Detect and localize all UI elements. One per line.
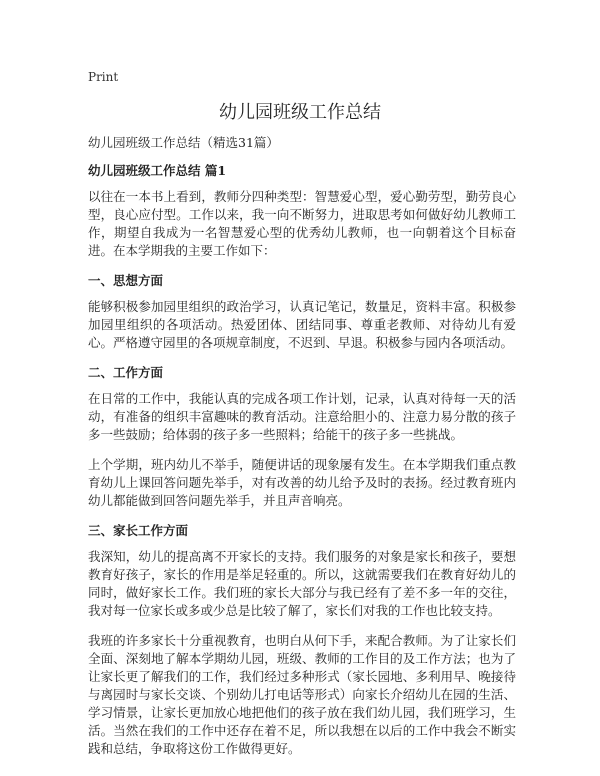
article-subtitle: 幼儿园班级工作总结（精选31篇） <box>88 135 279 150</box>
article-heading: 幼儿园班级工作总结 篇1 <box>88 163 227 178</box>
article-content <box>88 134 516 770</box>
print-link[interactable]: Print <box>88 70 119 84</box>
work-paragraph-2: 上个学期，班内幼儿不举手，随便讲话的现象屡有发生。在本学期我们重点教育幼儿上课回答问题先举手，对有改善的幼儿给予及时的表扬。经过教育班内幼儿都能做到回答问题先举手，并且声音响亮。 <box>88 457 516 508</box>
section-heading-parents: 三、家长工作方面 <box>88 523 189 538</box>
parents-paragraph-2: 我班的许多家长十分重视教育，也明白从何下手，来配合教师。为了让家长们全面、深刻地了解本学期幼儿园，班级、教师的工作目的及工作方法；也为了让家长更了解我们的工作，我们经过多种形式（家长园地、多利用早、晚接待与离园时与家长交谈、个别幼儿打电话等形式）向家长介绍幼儿在园的生活、学习情景，让家长更加放心地把他们的孩子放在我们幼儿园，我们班学习，生活。当然在我们的工作中还存在着不足，所以我想在以后的工作中我会不断实践和总结，争取将这份工作做得更好。 <box>88 633 516 756</box>
page-title: 幼儿园班级工作总结 <box>219 102 381 123</box>
section-heading-thought: 一、思想方面 <box>88 273 164 288</box>
intro-paragraph: 以往在一本书上看到，教师分四种类型：智慧爱心型，爱心勤劳型，勤劳良心型，良心应付型。工作以来，我一向不断努力，进取思考如何做好幼儿教师工作，期望自我成为一名智慧爱心型的优秀幼儿教师，也一向朝着这个目标奋进。在本学期我的主要工作如下： <box>88 189 516 258</box>
parents-paragraph-1: 我深知，幼儿的提高离不开家长的支持。我们服务的对象是家长和孩子，要想教育好孩子，家长的作用是举足轻重的。所以，这就需要我们在教育好幼儿的同时，做好家长工作。我们班的家长大部分与我已经有了差不多一年的交往，我对每一位家长或多或少总是比较了解了，家长们对我的工作也比较支持。 <box>88 549 516 618</box>
work-paragraph-1: 在日常的工作中，我能认真的完成各项工作计划，记录，认真对待每一天的活动，有准备的组织丰富趣味的教育活动。注意给胆小的、注意力易分散的孩子多一些鼓励；给体弱的孩子多一些照料；给能干的孩子多一些挑战。 <box>88 391 516 442</box>
thought-paragraph: 能够积极参加园里组织的政治学习，认真记笔记，数量足，资料丰富。积极参加园里组织的各项活动。热爱团体、团结同事、尊重老教师、对待幼儿有爱心。严格遵守园里的各项规章制度，不迟到、早退。积极参与园内各项活动。 <box>88 299 516 350</box>
section-heading-work: 二、工作方面 <box>88 365 164 380</box>
